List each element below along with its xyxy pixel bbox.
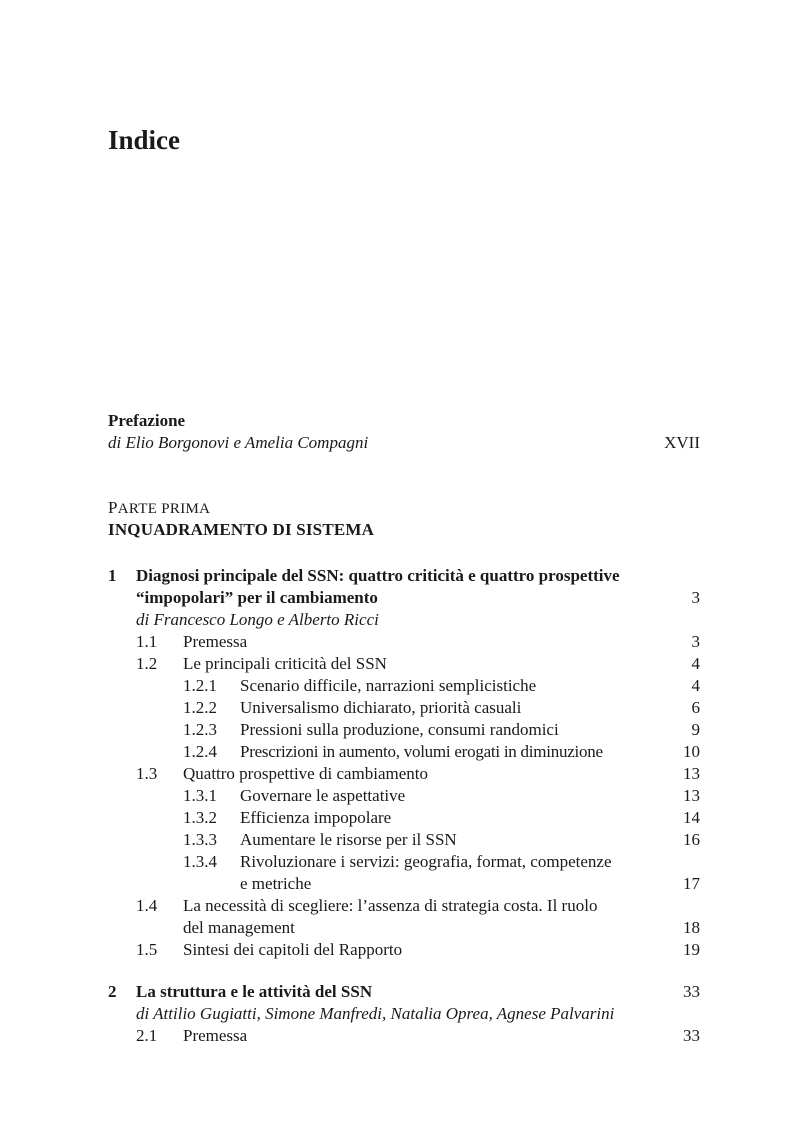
toc-row [108,631,700,653]
section-title: Premessa [183,632,248,651]
section-title-cont: del management [183,918,295,937]
toc-row [108,653,700,675]
section-page: 14 [683,808,700,827]
page-title: Indice [108,125,181,155]
section-title: Sintesi dei capitoli del Rapporto [183,940,403,959]
section-title: Quattro prospettive di cambiamento [183,764,429,783]
subsection-number: 1.3.4 [183,852,217,871]
subsection-title-cont: e metriche [240,874,312,893]
section-number: 1.1 [136,632,158,651]
section-number: 1.4 [136,896,158,915]
toc-row [108,1025,700,1047]
subsection-number: 1.2.3 [183,720,217,739]
toc-row [108,675,700,697]
section-number: 1.2 [136,654,158,673]
preface-page: XVII [664,433,700,452]
toc-row [108,829,700,851]
section-page: 3 [691,632,700,651]
subsection-number: 1.2.4 [183,742,217,761]
section-page: 19 [683,940,700,959]
chapter-title: La struttura e le attività del SSN [136,982,373,1001]
preface-entry [108,410,700,454]
chapter-entry [108,565,700,961]
section-page: 33 [683,1026,700,1045]
subsection-title: Prescrizioni in aumento, volumi erogati in diminuzione [240,742,603,761]
subsection-title: Pressioni sulla produzione, consumi randomici [240,720,559,739]
section-number: 2.1 [136,1026,158,1045]
subsection-title: Efficienza impopolare [240,808,392,827]
subsection-title: Aumentare le risorse per il SSN [240,830,457,849]
chapter-title: Diagnosi principale del SSN: quattro criticità e quattro prospettive [136,566,620,585]
section-title: La necessità di scegliere: l’assenza di strategia costa. Il ruolo [183,896,598,915]
chapter-page: 33 [683,982,700,1001]
part-heading [108,497,700,541]
subsection-title: Rivoluzionare i servizi: geografia, format, competenze [240,852,612,871]
chapter-number: 2 [108,982,117,1001]
section-page: 17 [683,874,700,893]
section-page: 18 [683,918,700,937]
section-page: 9 [691,720,700,739]
subsection-number: 1.3.3 [183,830,217,849]
section-page: 13 [683,764,700,783]
section-page: 10 [683,742,700,761]
section-number: 1.3 [136,764,158,783]
section-page: 16 [683,830,700,849]
section-page: 6 [691,698,700,717]
toc-row [108,851,700,873]
toc-row-cont [108,873,700,895]
subsection-number: 1.2.1 [183,676,217,695]
section-page: 4 [691,676,700,695]
section-title: Premessa [183,1026,248,1045]
subsection-number: 1.3.1 [183,786,217,805]
subsection-number: 1.3.2 [183,808,217,827]
section-page: 13 [683,786,700,805]
subsection-title: Universalismo dichiarato, priorità casuali [240,698,522,717]
section-title: Le principali criticità del SSN [183,654,387,673]
section-page: 4 [691,654,700,673]
toc-page [108,0,700,1129]
toc-row [108,785,700,807]
toc-row [108,895,700,917]
subsection-title: Governare le aspettative [240,786,406,805]
chapter-title-cont: “impopolari” per il cambiamento [136,588,378,607]
part-label: PARTE PRIMA [108,498,211,517]
chapter-entry [108,981,700,1047]
preface-title: Prefazione [108,411,186,430]
section-number: 1.5 [136,940,158,959]
chapter-authors: di Francesco Longo e Alberto Ricci [136,610,379,629]
part-title: INQUADRAMENTO DI SISTEMA [108,520,375,539]
chapter-number: 1 [108,566,117,585]
toc-row [108,807,700,829]
toc-row [108,741,700,763]
toc-row [108,939,700,961]
subsection-number: 1.2.2 [183,698,217,717]
toc-row [108,697,700,719]
preface-authors: di Elio Borgonovi e Amelia Compagni [108,433,369,452]
subsection-title: Scenario difficile, narrazioni semplicistiche [240,676,537,695]
toc-row-cont [108,917,700,939]
chapter-authors: di Attilio Gugiatti, Simone Manfredi, Natalia Oprea, Agnese Palvarini [136,1004,615,1023]
toc-row [108,763,700,785]
toc-row [108,719,700,741]
chapter-page: 3 [691,588,700,607]
